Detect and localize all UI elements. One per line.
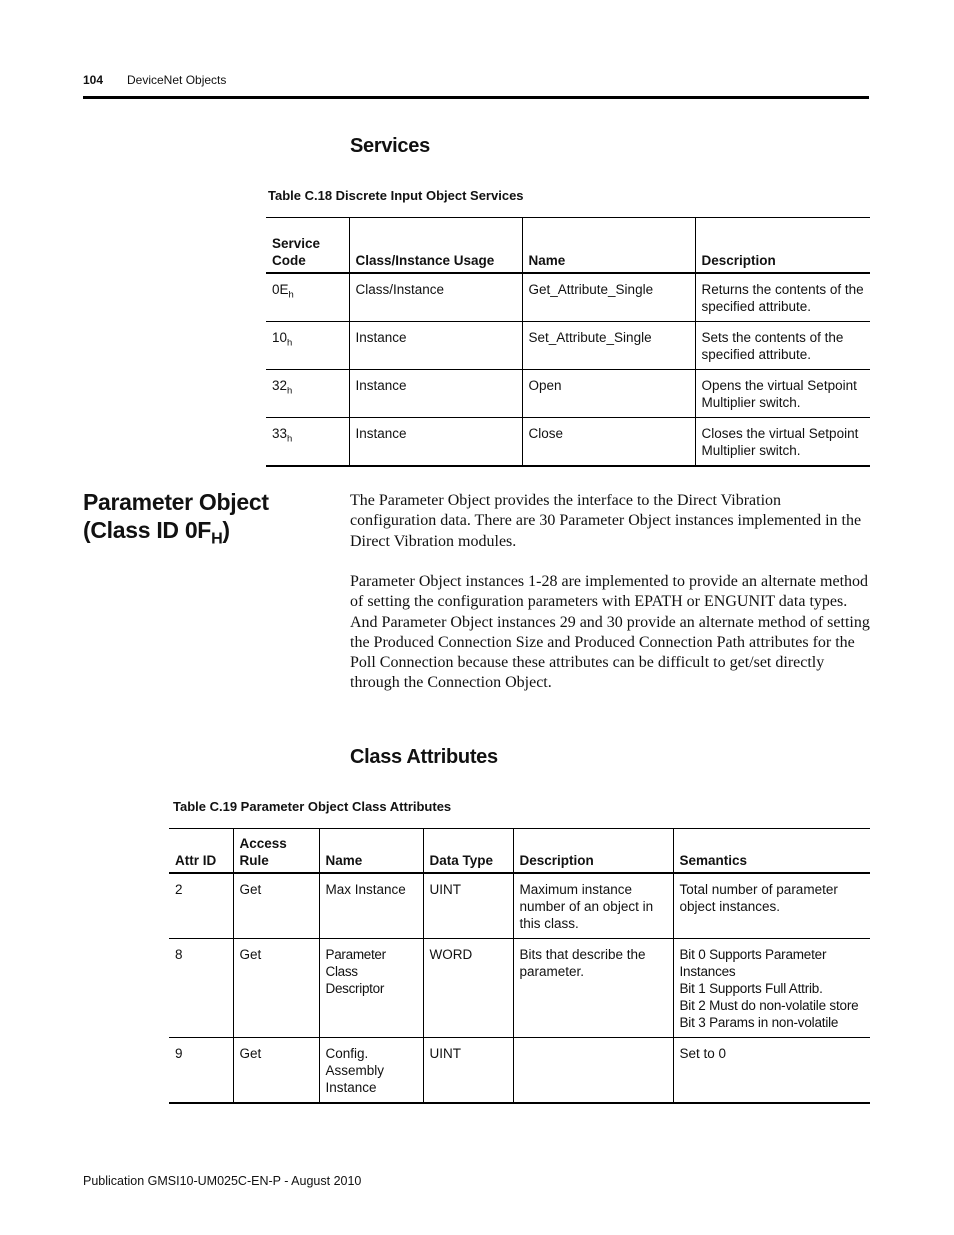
cell: Parameter Class Descriptor (319, 938, 423, 1037)
cell: Max Instance (319, 873, 423, 939)
cell: $10_h$ (272, 329, 293, 349)
cell: 8 (175, 946, 183, 962)
cell: Closes the virtual Setpoint Multiplier switch. (695, 417, 870, 466)
cell: Open (522, 369, 695, 417)
table-row (169, 1037, 870, 1103)
col-header: Description (513, 829, 673, 873)
header-rule (83, 96, 869, 99)
cell: Sets the contents of the specified attribute. (695, 321, 870, 369)
table-c19-caption: Table C.19 Parameter Object Class Attributes (173, 799, 452, 814)
table-row (169, 873, 870, 939)
cell: Config. Assembly Instance (319, 1037, 423, 1103)
cell: $32_h$ (272, 377, 293, 397)
cell: Get (233, 873, 319, 939)
publication-footer: Publication GMSI10-UM025C-EN-P - August 2010 (83, 1174, 362, 1188)
cell (513, 1037, 673, 1103)
cell: Set_Attribute_Single (522, 321, 695, 369)
col-header: Data Type (423, 829, 513, 873)
cell: Returns the contents of the specified attribute. (695, 273, 870, 322)
parameter-object-title: Parameter Object (Class ID $0F_H$) (83, 489, 269, 548)
col-header: Service Code (272, 235, 321, 268)
class-attributes-heading: Class Attributes (350, 746, 498, 768)
table-row (266, 321, 870, 369)
cell: Instance (349, 321, 522, 369)
cell: Maximum instance number of an object in this class. (513, 873, 673, 939)
table-row (266, 273, 870, 322)
intro-paragraph: The Parameter Object provides the interface to the Direct Vibration configuration data. There are 30 Parameter Object instances implemented in the Direct Vibration modules. (350, 492, 862, 550)
cell: Get_Attribute_Single (522, 273, 695, 322)
cell: Total number of parameter object instances. (673, 873, 870, 939)
cell: Instance (349, 417, 522, 466)
cell: Opens the virtual Setpoint Multiplier switch. (695, 369, 870, 417)
cell: UINT (423, 1037, 513, 1103)
col-header: Class/Instance Usage (349, 218, 522, 273)
table-header-row (169, 829, 870, 873)
col-header: Name (522, 218, 695, 273)
cell: WORD (423, 938, 513, 1037)
cell: Close (522, 417, 695, 466)
cell: Get (233, 1037, 319, 1103)
cell: 9 (175, 1045, 183, 1061)
running-header: DeviceNet Objects (127, 73, 227, 87)
col-header: Semantics (673, 829, 870, 873)
col-header: Description (695, 218, 870, 273)
page-number: 104 (83, 73, 104, 87)
cell: UINT (423, 873, 513, 939)
table-row (266, 417, 870, 466)
cell: $33_h$ (272, 425, 293, 445)
table-row (266, 369, 870, 417)
cell: Bits that describe the parameter. (513, 938, 673, 1037)
cell: 2 (175, 881, 183, 897)
col-header: Access Rule (233, 829, 319, 873)
col-header: Attr ID (175, 852, 217, 868)
cell: Get (233, 938, 319, 1037)
table-row (169, 938, 870, 1037)
table-c18-caption: Table C.18 Discrete Input Object Services (268, 188, 524, 203)
cell: Class/Instance (349, 273, 522, 322)
class-attributes-table (169, 828, 870, 1104)
services-table (266, 217, 870, 467)
cell: $0E_h$ (272, 281, 294, 301)
instances-paragraph: Parameter Object instances 1-28 are implemented to provide an alternate method of setting the configuration parameters with EPATH or ENGUNIT data types. And Parameter Object instances 29 and 30 provide an alternate method of setting the Produced Connection Size and Produced Connection Path attributes for the Poll Connection because these attributes can be difficult to get/set directly through the Connection Object. (350, 573, 870, 692)
cell: Bit 0 Supports Parameter Instances Bit 1 Supports Full Attrib. Bit 2 Must do non-volatile store Bit 3 Params in non-volatile (673, 938, 870, 1037)
cell: Set to 0 (673, 1037, 870, 1103)
col-header: Name (319, 829, 423, 873)
cell: Instance (349, 369, 522, 417)
table-header-row (266, 218, 870, 273)
services-heading: Services (350, 135, 430, 157)
